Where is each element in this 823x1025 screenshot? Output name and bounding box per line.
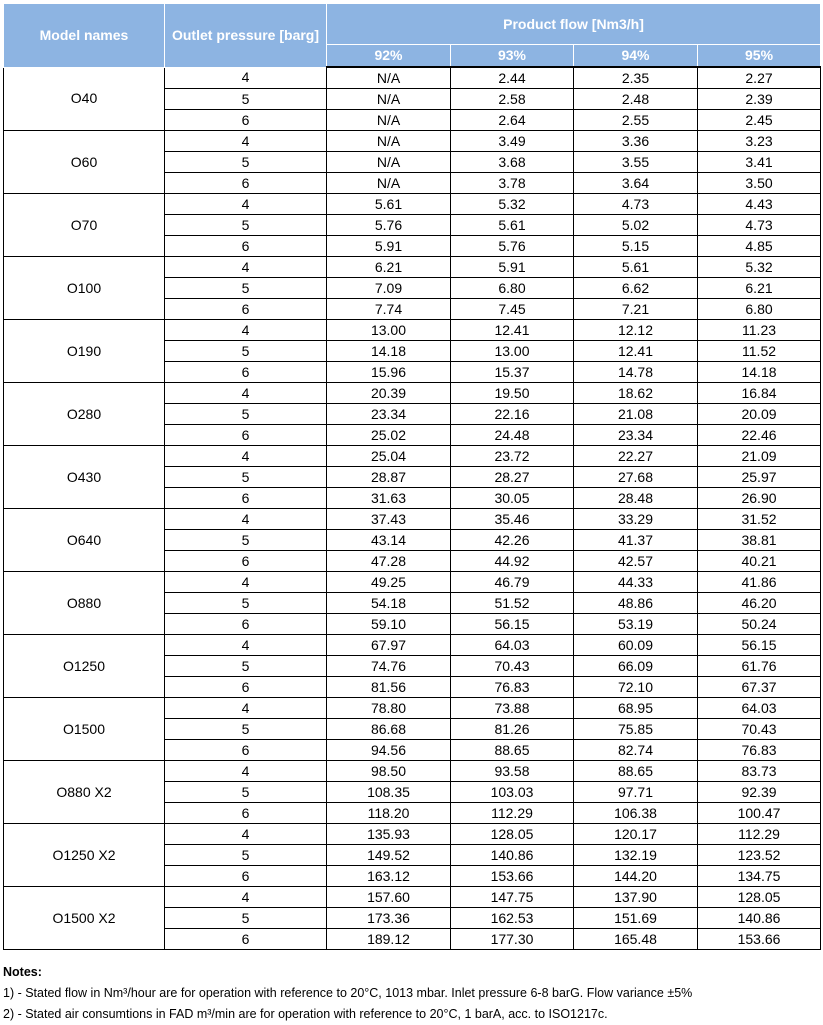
- flow-value-cell: 132.19: [574, 845, 698, 866]
- flow-value-cell: 30.05: [451, 488, 574, 509]
- model-name-cell: O190: [4, 320, 165, 383]
- flow-value-cell: N/A: [327, 131, 451, 152]
- outlet-pressure-cell: 5: [165, 593, 327, 614]
- flow-value-cell: 5.02: [574, 215, 698, 236]
- flow-value-cell: 64.03: [451, 635, 574, 656]
- flow-value-cell: 15.96: [327, 362, 451, 383]
- flow-value-cell: 106.38: [574, 803, 698, 824]
- model-name-cell: O640: [4, 509, 165, 572]
- flow-value-cell: 25.97: [698, 467, 821, 488]
- flow-value-cell: 5.91: [327, 236, 451, 257]
- flow-value-cell: 2.44: [451, 67, 574, 89]
- table-row: [4, 887, 821, 908]
- flow-value-cell: 189.12: [327, 929, 451, 950]
- flow-value-cell: 41.37: [574, 530, 698, 551]
- flow-value-cell: 2.35: [574, 67, 698, 89]
- flow-value-cell: 28.27: [451, 467, 574, 488]
- product-flow-header: Product flow [Nm3/h]: [327, 4, 821, 45]
- outlet-pressure-cell: 6: [165, 929, 327, 950]
- flow-value-cell: 4.43: [698, 194, 821, 215]
- flow-value-cell: 7.45: [451, 299, 574, 320]
- flow-value-cell: 22.46: [698, 425, 821, 446]
- flow-value-cell: 5.76: [327, 215, 451, 236]
- outlet-pressure-header: Outlet pressure [barg]: [165, 4, 327, 68]
- flow-value-cell: 54.18: [327, 593, 451, 614]
- flow-value-cell: 42.26: [451, 530, 574, 551]
- flow-value-cell: 100.47: [698, 803, 821, 824]
- flow-value-cell: 60.09: [574, 635, 698, 656]
- flow-value-cell: N/A: [327, 89, 451, 110]
- flow-value-cell: 40.21: [698, 551, 821, 572]
- flow-value-cell: 135.93: [327, 824, 451, 845]
- outlet-pressure-cell: 5: [165, 404, 327, 425]
- table-row: [4, 131, 821, 152]
- flow-value-cell: 5.61: [327, 194, 451, 215]
- flow-value-cell: 3.68: [451, 152, 574, 173]
- outlet-pressure-cell: 5: [165, 152, 327, 173]
- flow-value-cell: 153.66: [698, 929, 821, 950]
- model-name-cell: O70: [4, 194, 165, 257]
- flow-value-cell: N/A: [327, 152, 451, 173]
- outlet-pressure-cell: 6: [165, 173, 327, 194]
- flow-value-cell: 31.52: [698, 509, 821, 530]
- outlet-pressure-cell: 4: [165, 698, 327, 719]
- flow-value-cell: 163.12: [327, 866, 451, 887]
- table-row: [4, 383, 821, 404]
- flow-value-cell: 67.37: [698, 677, 821, 698]
- flow-value-cell: 6.21: [327, 257, 451, 278]
- outlet-pressure-cell: 6: [165, 299, 327, 320]
- flow-value-cell: 31.63: [327, 488, 451, 509]
- flow-value-cell: 48.86: [574, 593, 698, 614]
- flow-value-cell: 3.41: [698, 152, 821, 173]
- flow-value-cell: 3.50: [698, 173, 821, 194]
- table-row: [4, 761, 821, 782]
- flow-value-cell: 74.76: [327, 656, 451, 677]
- flow-value-cell: 82.74: [574, 740, 698, 761]
- flow-value-cell: 6.80: [698, 299, 821, 320]
- model-name-cell: O280: [4, 383, 165, 446]
- flow-value-cell: 46.20: [698, 593, 821, 614]
- model-name-cell: O1250: [4, 635, 165, 698]
- flow-value-cell: 123.52: [698, 845, 821, 866]
- outlet-pressure-cell: 4: [165, 509, 327, 530]
- outlet-pressure-cell: 6: [165, 677, 327, 698]
- note-item-2: 2) - Stated air consumtions in FAD m³/min are for operation with reference to 20°C, 1 barA, acc. to ISO1217c.: [3, 1007, 608, 1021]
- flow-value-cell: 2.27: [698, 67, 821, 89]
- flow-value-cell: 4.85: [698, 236, 821, 257]
- table-row: [4, 320, 821, 341]
- flow-value-cell: 16.84: [698, 383, 821, 404]
- flow-value-cell: N/A: [327, 173, 451, 194]
- purity-94-header: 94%: [574, 45, 698, 68]
- table-row: [4, 572, 821, 593]
- flow-value-cell: 128.05: [698, 887, 821, 908]
- flow-value-cell: 137.90: [574, 887, 698, 908]
- flow-value-cell: N/A: [327, 110, 451, 131]
- flow-value-cell: 98.50: [327, 761, 451, 782]
- model-name-cell: O100: [4, 257, 165, 320]
- flow-value-cell: 157.60: [327, 887, 451, 908]
- flow-value-cell: 28.87: [327, 467, 451, 488]
- flow-value-cell: 25.04: [327, 446, 451, 467]
- model-name-cell: O880 X2: [4, 761, 165, 824]
- flow-value-cell: 49.25: [327, 572, 451, 593]
- flow-value-cell: 41.86: [698, 572, 821, 593]
- flow-value-cell: N/A: [327, 67, 451, 89]
- model-name-cell: O430: [4, 446, 165, 509]
- flow-value-cell: 70.43: [698, 719, 821, 740]
- outlet-pressure-cell: 6: [165, 362, 327, 383]
- flow-value-cell: 56.15: [698, 635, 821, 656]
- flow-value-cell: 151.69: [574, 908, 698, 929]
- flow-value-cell: 56.15: [451, 614, 574, 635]
- flow-value-cell: 5.61: [451, 215, 574, 236]
- flow-value-cell: 46.79: [451, 572, 574, 593]
- model-name-cell: O1500 X2: [4, 887, 165, 950]
- flow-value-cell: 21.08: [574, 404, 698, 425]
- flow-value-cell: 2.58: [451, 89, 574, 110]
- notes-title: Notes:: [3, 965, 42, 979]
- outlet-pressure-cell: 4: [165, 572, 327, 593]
- flow-value-cell: 3.55: [574, 152, 698, 173]
- flow-value-cell: 5.15: [574, 236, 698, 257]
- flow-value-cell: 7.74: [327, 299, 451, 320]
- flow-value-cell: 4.73: [698, 215, 821, 236]
- flow-value-cell: 88.65: [574, 761, 698, 782]
- flow-value-cell: 7.09: [327, 278, 451, 299]
- flow-value-cell: 3.64: [574, 173, 698, 194]
- flow-value-cell: 51.52: [451, 593, 574, 614]
- table-row: [4, 194, 821, 215]
- outlet-pressure-cell: 4: [165, 446, 327, 467]
- outlet-pressure-cell: 5: [165, 530, 327, 551]
- table-body: [4, 67, 821, 950]
- flow-value-cell: 6.62: [574, 278, 698, 299]
- flow-value-cell: 53.19: [574, 614, 698, 635]
- outlet-pressure-cell: 4: [165, 635, 327, 656]
- flow-value-cell: 6.80: [451, 278, 574, 299]
- flow-value-cell: 42.57: [574, 551, 698, 572]
- flow-value-cell: 44.92: [451, 551, 574, 572]
- table-row: [4, 67, 821, 89]
- flow-value-cell: 103.03: [451, 782, 574, 803]
- flow-value-cell: 12.41: [574, 341, 698, 362]
- purity-92-header: 92%: [327, 45, 451, 68]
- flow-value-cell: 11.52: [698, 341, 821, 362]
- outlet-pressure-cell: 4: [165, 320, 327, 341]
- flow-value-cell: 33.29: [574, 509, 698, 530]
- flow-value-cell: 67.97: [327, 635, 451, 656]
- flow-value-cell: 38.81: [698, 530, 821, 551]
- outlet-pressure-cell: 4: [165, 824, 327, 845]
- model-name-cell: O40: [4, 67, 165, 131]
- table-row: [4, 635, 821, 656]
- flow-value-cell: 5.61: [574, 257, 698, 278]
- outlet-pressure-cell: 4: [165, 194, 327, 215]
- flow-value-cell: 61.76: [698, 656, 821, 677]
- flow-value-cell: 70.43: [451, 656, 574, 677]
- flow-value-cell: 81.56: [327, 677, 451, 698]
- flow-value-cell: 11.23: [698, 320, 821, 341]
- notes-section: [3, 962, 820, 1025]
- flow-value-cell: 3.23: [698, 131, 821, 152]
- flow-value-cell: 68.95: [574, 698, 698, 719]
- note-item-1: 1) - Stated flow in Nm³/hour are for operation with reference to 20°C, 1013 mbar. Inlet pressure 6-8 barG. Flow variance ±5%: [3, 986, 693, 1000]
- outlet-pressure-cell: 6: [165, 614, 327, 635]
- table-row: [4, 446, 821, 467]
- flow-value-cell: 59.10: [327, 614, 451, 635]
- flow-value-cell: 88.65: [451, 740, 574, 761]
- flow-value-cell: 5.32: [698, 257, 821, 278]
- flow-value-cell: 94.56: [327, 740, 451, 761]
- outlet-pressure-cell: 6: [165, 488, 327, 509]
- flow-value-cell: 153.66: [451, 866, 574, 887]
- flow-value-cell: 13.00: [451, 341, 574, 362]
- flow-value-cell: 140.86: [698, 908, 821, 929]
- purity-95-header: 95%: [698, 45, 821, 68]
- flow-value-cell: 14.78: [574, 362, 698, 383]
- flow-value-cell: 112.29: [451, 803, 574, 824]
- flow-value-cell: 15.37: [451, 362, 574, 383]
- flow-value-cell: 2.45: [698, 110, 821, 131]
- flow-value-cell: 76.83: [698, 740, 821, 761]
- flow-value-cell: 19.50: [451, 383, 574, 404]
- flow-value-cell: 76.83: [451, 677, 574, 698]
- flow-value-cell: 26.90: [698, 488, 821, 509]
- outlet-pressure-cell: 4: [165, 257, 327, 278]
- flow-value-cell: 3.36: [574, 131, 698, 152]
- flow-value-cell: 50.24: [698, 614, 821, 635]
- flow-value-cell: 134.75: [698, 866, 821, 887]
- flow-value-cell: 25.02: [327, 425, 451, 446]
- flow-value-cell: 75.85: [574, 719, 698, 740]
- outlet-pressure-cell: 5: [165, 341, 327, 362]
- flow-value-cell: 44.33: [574, 572, 698, 593]
- flow-value-cell: 3.78: [451, 173, 574, 194]
- flow-value-cell: 2.64: [451, 110, 574, 131]
- outlet-pressure-cell: 5: [165, 467, 327, 488]
- outlet-pressure-cell: 4: [165, 761, 327, 782]
- outlet-pressure-cell: 5: [165, 656, 327, 677]
- flow-value-cell: 86.68: [327, 719, 451, 740]
- flow-value-cell: 23.34: [327, 404, 451, 425]
- flow-value-cell: 23.34: [574, 425, 698, 446]
- outlet-pressure-cell: 5: [165, 719, 327, 740]
- flow-value-cell: 22.27: [574, 446, 698, 467]
- flow-value-cell: 97.71: [574, 782, 698, 803]
- model-name-cell: O60: [4, 131, 165, 194]
- flow-value-cell: 64.03: [698, 698, 821, 719]
- flow-value-cell: 147.75: [451, 887, 574, 908]
- flow-value-cell: 93.58: [451, 761, 574, 782]
- table-row: [4, 257, 821, 278]
- flow-value-cell: 14.18: [327, 341, 451, 362]
- flow-value-cell: 35.46: [451, 509, 574, 530]
- flow-value-cell: 37.43: [327, 509, 451, 530]
- flow-value-cell: 149.52: [327, 845, 451, 866]
- flow-value-cell: 2.55: [574, 110, 698, 131]
- flow-value-cell: 47.28: [327, 551, 451, 572]
- table-header: [4, 4, 821, 68]
- model-name-cell: O880: [4, 572, 165, 635]
- flow-value-cell: 5.32: [451, 194, 574, 215]
- flow-value-cell: 12.41: [451, 320, 574, 341]
- flow-value-cell: 18.62: [574, 383, 698, 404]
- flow-value-cell: 165.48: [574, 929, 698, 950]
- outlet-pressure-cell: 6: [165, 866, 327, 887]
- outlet-pressure-cell: 6: [165, 551, 327, 572]
- flow-value-cell: 24.48: [451, 425, 574, 446]
- outlet-pressure-cell: 6: [165, 425, 327, 446]
- model-name-cell: O1250 X2: [4, 824, 165, 887]
- flow-value-cell: 78.80: [327, 698, 451, 719]
- outlet-pressure-cell: 5: [165, 908, 327, 929]
- outlet-pressure-cell: 5: [165, 89, 327, 110]
- flow-value-cell: 27.68: [574, 467, 698, 488]
- outlet-pressure-cell: 5: [165, 278, 327, 299]
- flow-value-cell: 20.39: [327, 383, 451, 404]
- outlet-pressure-cell: 5: [165, 215, 327, 236]
- flow-value-cell: 173.36: [327, 908, 451, 929]
- outlet-pressure-cell: 4: [165, 383, 327, 404]
- model-name-cell: O1500: [4, 698, 165, 761]
- flow-value-cell: 108.35: [327, 782, 451, 803]
- flow-value-cell: 144.20: [574, 866, 698, 887]
- model-names-header: Model names: [4, 4, 165, 68]
- outlet-pressure-cell: 6: [165, 740, 327, 761]
- outlet-pressure-cell: 4: [165, 67, 327, 89]
- outlet-pressure-cell: 5: [165, 782, 327, 803]
- flow-value-cell: 13.00: [327, 320, 451, 341]
- outlet-pressure-cell: 6: [165, 236, 327, 257]
- flow-value-cell: 22.16: [451, 404, 574, 425]
- table-row: [4, 698, 821, 719]
- flow-value-cell: 28.48: [574, 488, 698, 509]
- flow-value-cell: 2.39: [698, 89, 821, 110]
- flow-value-cell: 118.20: [327, 803, 451, 824]
- flow-value-cell: 128.05: [451, 824, 574, 845]
- flow-value-cell: 6.21: [698, 278, 821, 299]
- flow-value-cell: 3.49: [451, 131, 574, 152]
- flow-value-cell: 5.91: [451, 257, 574, 278]
- flow-value-cell: 21.09: [698, 446, 821, 467]
- flow-value-cell: 83.73: [698, 761, 821, 782]
- product-flow-table: [3, 3, 821, 950]
- flow-value-cell: 112.29: [698, 824, 821, 845]
- flow-value-cell: 81.26: [451, 719, 574, 740]
- outlet-pressure-cell: 6: [165, 110, 327, 131]
- table-row: [4, 824, 821, 845]
- flow-value-cell: 20.09: [698, 404, 821, 425]
- flow-value-cell: 72.10: [574, 677, 698, 698]
- flow-value-cell: 92.39: [698, 782, 821, 803]
- flow-value-cell: 162.53: [451, 908, 574, 929]
- outlet-pressure-cell: 5: [165, 845, 327, 866]
- flow-value-cell: 5.76: [451, 236, 574, 257]
- flow-value-cell: 177.30: [451, 929, 574, 950]
- flow-value-cell: 4.73: [574, 194, 698, 215]
- flow-value-cell: 12.12: [574, 320, 698, 341]
- outlet-pressure-cell: 4: [165, 131, 327, 152]
- table-row: [4, 509, 821, 530]
- flow-value-cell: 120.17: [574, 824, 698, 845]
- flow-value-cell: 2.48: [574, 89, 698, 110]
- flow-value-cell: 66.09: [574, 656, 698, 677]
- outlet-pressure-cell: 4: [165, 887, 327, 908]
- flow-value-cell: 23.72: [451, 446, 574, 467]
- flow-value-cell: 140.86: [451, 845, 574, 866]
- flow-value-cell: 73.88: [451, 698, 574, 719]
- purity-93-header: 93%: [451, 45, 574, 68]
- flow-value-cell: 7.21: [574, 299, 698, 320]
- flow-value-cell: 43.14: [327, 530, 451, 551]
- outlet-pressure-cell: 6: [165, 803, 327, 824]
- flow-value-cell: 14.18: [698, 362, 821, 383]
